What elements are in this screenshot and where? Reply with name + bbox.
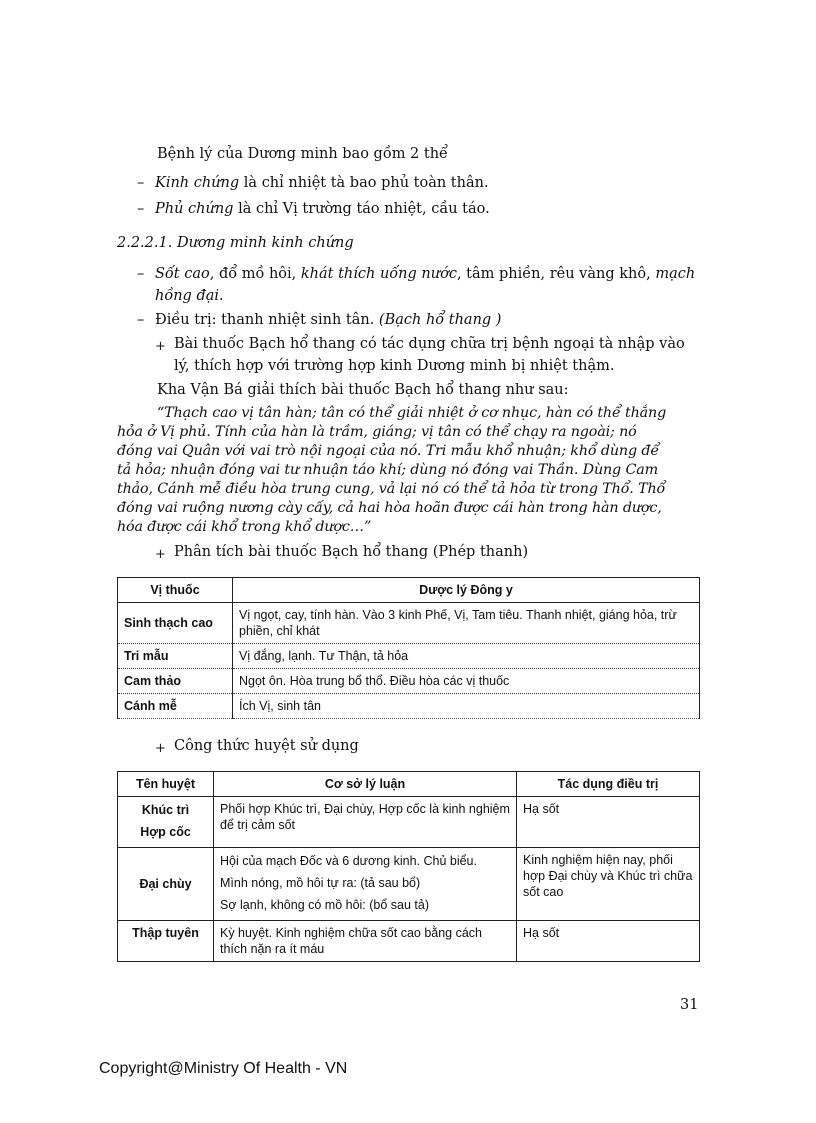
table-row xyxy=(118,694,700,719)
point-effect: Hạ sốt xyxy=(517,797,700,848)
table-row xyxy=(118,797,700,848)
symptom-text: , đổ mồ hôi, xyxy=(209,266,301,282)
plus-marker: + xyxy=(155,339,166,354)
dash-marker: – xyxy=(137,175,145,191)
symptom-pulse-type: hồng đại xyxy=(155,288,220,304)
remedy-line: Bài thuốc Bạch hổ thang có tác dụng chữa trị bệnh ngoại tà nhập vào xyxy=(174,336,685,352)
point-basis-line: Mình nóng, mồ hôi tự ra: (tả sau bổ) xyxy=(220,876,421,890)
point-name-cell xyxy=(118,797,214,848)
herb-table xyxy=(117,577,700,719)
intro-text: Bệnh lý của Dương minh bao gồm 2 thể xyxy=(157,146,448,162)
quote-line: hóa được cái khổ trong khổ dược…” xyxy=(117,519,372,535)
herb-desc: Ngọt ôn. Hòa trung bổ thổ. Điều hòa các vị thuốc xyxy=(233,669,700,694)
table-row xyxy=(118,669,700,694)
table-row xyxy=(118,603,700,644)
point-name: Thập tuyên xyxy=(118,921,214,962)
column-header: Cơ sở lý luận xyxy=(214,772,517,797)
table-row xyxy=(118,848,700,921)
point-basis-line: Hội của mạch Đốc và 6 dương kinh. Chủ biểu. xyxy=(220,854,477,868)
table-row xyxy=(118,644,700,669)
quote-line: đóng vai Quân với vai trò nội ngoại của nó. Tri mẫu khổ nhuận; khổ dùng để xyxy=(117,443,660,459)
point-basis: Phối hợp Khúc trì, Đại chùy, Hợp cốc là kinh nghiệm để trị cảm sốt xyxy=(214,797,517,848)
quote-line: tả hỏa; nhuận đóng vai tư nhuận táo khí; dùng nó đóng vai Thần. Dùng Cam xyxy=(117,462,659,478)
column-header: Tác dụng điều trị xyxy=(517,772,700,797)
table-header-row xyxy=(118,772,700,797)
analysis-label: Phân tích bài thuốc Bạch hổ thang (Phép thanh) xyxy=(174,544,529,560)
section-heading-text: 2.2.2.1. Dương minh kinh chứng xyxy=(117,235,354,251)
point-name: Hợp cốc xyxy=(140,825,191,839)
herb-name: Sinh thạch cao xyxy=(118,603,233,644)
plus-marker: + xyxy=(155,741,166,756)
column-header: Tên huyệt xyxy=(118,772,214,797)
herb-name: Cánh mễ xyxy=(118,694,233,719)
form-text: là chỉ Vị trường táo nhiệt, cầu táo. xyxy=(233,201,490,217)
acupoint-label: Công thức huyệt sử dụng xyxy=(174,738,359,754)
quote-line: “Thạch cao vị tân hàn; tân có thể giải nhiệt ở cơ nhục, hàn có thể thắng xyxy=(157,405,667,421)
symptom-thirst: khát thích uống nước xyxy=(300,266,457,282)
quote-line: thảo, Cánh mễ điều hòa trung cung, vả lại nó có thể tả hỏa từ trong Thổ. Thổ xyxy=(117,481,666,497)
acupoint-table xyxy=(117,771,700,962)
quote-block xyxy=(117,404,703,537)
table-header-row xyxy=(118,578,700,603)
symptom-pulse: mạch xyxy=(655,266,696,282)
column-header: Dược lý Đông y xyxy=(233,578,700,603)
point-basis: Kỳ huyệt. Kinh nghiệm chữa sốt cao bằng cách thích nặn ra ít máu xyxy=(214,921,517,962)
remedy-line: lý, thích hợp với trường hợp kinh Dương minh bị nhiệt thậm. xyxy=(174,358,615,374)
herb-desc: Vị đắng, lạnh. Tư Thận, tả hỏa xyxy=(233,644,700,669)
herb-name: Cam thảo xyxy=(118,669,233,694)
plus-marker: + xyxy=(155,547,166,562)
point-effect: Hạ sốt xyxy=(517,921,700,962)
remedy-text xyxy=(174,333,704,377)
table-row xyxy=(118,921,700,962)
section-heading xyxy=(117,232,354,254)
treatment-text: Điều trị: thanh nhiệt sinh tân. xyxy=(155,312,379,328)
point-name: Khúc trì xyxy=(141,803,190,817)
quote-line: đóng vai ruộng nương cày cấy, cả hai hòa hoãn được cái hàn trong hàn dược, xyxy=(117,500,662,516)
symptom-text: , tâm phiền, rêu vàng khô, xyxy=(456,266,656,282)
treatment-formula: (Bạch hổ thang ) xyxy=(378,312,502,328)
explain-intro: Kha Vận Bá giải thích bài thuốc Bạch hổ thang như sau: xyxy=(157,382,569,398)
point-basis-line: Sợ lạnh, không có mồ hôi: (bổ sau tả) xyxy=(220,898,430,912)
point-basis-cell xyxy=(214,848,517,921)
copyright-footer: Copyright@Ministry Of Health - VN xyxy=(99,1060,348,1077)
dash-marker: – xyxy=(137,312,145,328)
form-text: là chỉ nhiệt tà bao phủ toàn thân. xyxy=(239,175,489,191)
dash-marker: – xyxy=(137,266,145,282)
column-header: Vị thuốc xyxy=(118,578,233,603)
page-number: 31 xyxy=(680,997,699,1013)
herb-desc: Vị ngọt, cay, tính hàn. Vào 3 kinh Phế, Vị, Tam tiêu. Thanh nhiệt, giáng hỏa, trừ phiền, chỉ khát xyxy=(233,603,700,644)
symptom-text: . xyxy=(219,288,224,304)
term-kinh-chung: Kinh chứng xyxy=(155,175,240,191)
herb-name: Tri mẫu xyxy=(118,644,233,669)
point-effect: Kinh nghiệm hiện nay, phối hợp Đại chùy và Khúc trì chữa sốt cao xyxy=(517,848,700,921)
quote-line: hỏa ở Vị phủ. Tính của hàn là trầm, giáng; vị tân có thể chạy ra ngoài; nó xyxy=(117,424,637,440)
herb-desc: Ích Vị, sinh tân xyxy=(233,694,700,719)
term-phu-chung: Phủ chứng xyxy=(155,201,234,217)
point-name: Đại chùy xyxy=(118,848,214,921)
dash-marker: – xyxy=(137,201,145,217)
symptom-fever: Sốt cao xyxy=(155,266,210,282)
